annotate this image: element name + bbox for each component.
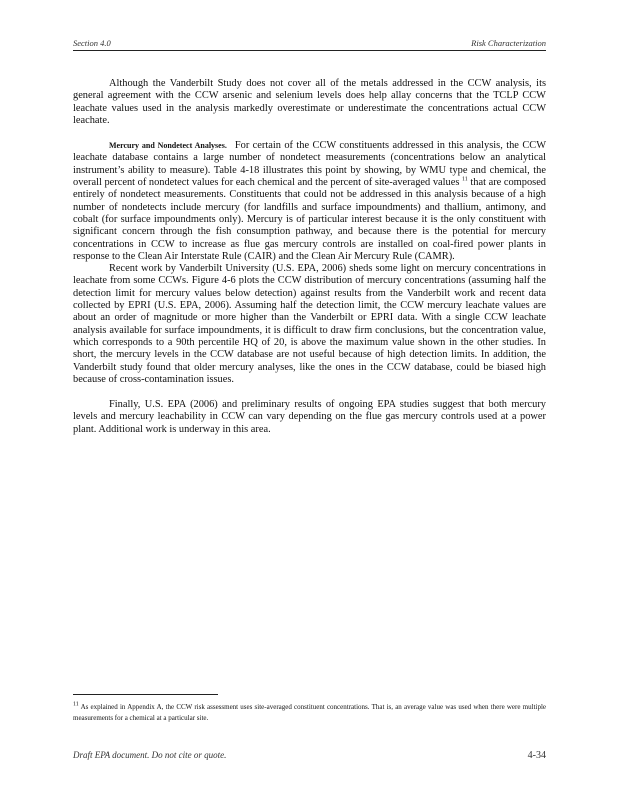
page-number: 4-34 <box>527 750 546 761</box>
footnote <box>73 702 546 724</box>
footnote-number: 11 <box>73 701 79 708</box>
footnote-rule <box>73 694 218 695</box>
paragraph-recent-work: Recent work by Vanderbilt University (U.S. EPA, 2006) sheds some light on mercury concentrations in leachate from some CCWs. Figure 4-6 plots the CCW distribution of mercury concentrations (assuming half the detection limit for mercury values below detection) against results from the Vanderbilt work and recent data collected by EPRI (U.S. EPA, 2006). Assuming half the detection limit, the CCW mercury leachate values are about an order of magnitude or more higher than the Vanderbilt or EPRI data. With a single CCW leachate analysis available for surface impoundments, it is difficult to draw firm conclusions, but the concentration value, which corresponds to a 90th percentile HQ of 20, is above the maximum value shown in the other studies. In short, the mercury levels in the CCW database are not useful because of high detection limits. In addition, the Vanderbilt study found that older mercury analyses, like the ones in the CCW database, could be biased high because of cross-contamination issues. <box>73 263 546 385</box>
body-text <box>73 78 546 449</box>
paragraph-finally: Finally, U.S. EPA (2006) and preliminary results of ongoing EPA studies suggest that both mercury levels and mercury leachability in CCW can vary depending on the flue gas mercury controls used at a power plant. Additional work is underway in this area. <box>73 399 546 435</box>
paragraph-mercury-nondetect <box>73 140 546 263</box>
page-footer <box>73 750 546 764</box>
header-rule <box>73 50 546 51</box>
footnote-text: As explained in Appendix A, the CCW risk assessment uses site-averaged constituent concentrations. That is, an average value was used when there were multiple measurements for a chemical at a particular site. <box>73 703 546 722</box>
paragraph-text: For certain of the CCW constituents addressed in this analysis, the CCW leachate database contains a large number of nondetect measurements (concentrations below an analytical instrument’s ability to measure). Table 4-18 illustrates this point by showing, by WMU type and chemical, the overall percent of nondetect values for each chemical and the percent of site-averaged values <box>73 140 546 189</box>
header-title: Risk Characterization <box>471 38 546 48</box>
paragraph-vanderbilt-agreement: Although the Vanderbilt Study does not cover all of the metals addressed in the CCW analysis, its general agreement with the CCW arsenic and selenium levels does help allay concerns that the TCLP CCW leachate values used in the analysis markedly overestimate or underestimate the concentrations actual CCW leachate. <box>73 78 546 126</box>
footnote-reference: 11 <box>462 176 468 183</box>
run-in-heading: Mercury and Nondetect Analyses. <box>109 141 227 151</box>
paragraph-text: that are composed entirely of nondetect measurements. Constituents that could not be addressed in this analysis because of a high number of nondetects include mercury (for landfills and surface impoundments) and thallium, antimony, and cobalt (for surface impoundments only). Mercury is of particular interest because it is the only constituent with significant concern through the fish consumption pathway, and because there is the potential for mercury concentrations in CCW to increase as flue gas mercury controls are installed on coal-fired power plants in response to the Clean Air Interstate Rule (CAIR) and the Clean Air Mercury Rule (CAMR). <box>73 177 546 262</box>
section-label: Section 4.0 <box>73 38 111 48</box>
draft-notice: Draft EPA document. Do not cite or quote. <box>73 750 227 760</box>
